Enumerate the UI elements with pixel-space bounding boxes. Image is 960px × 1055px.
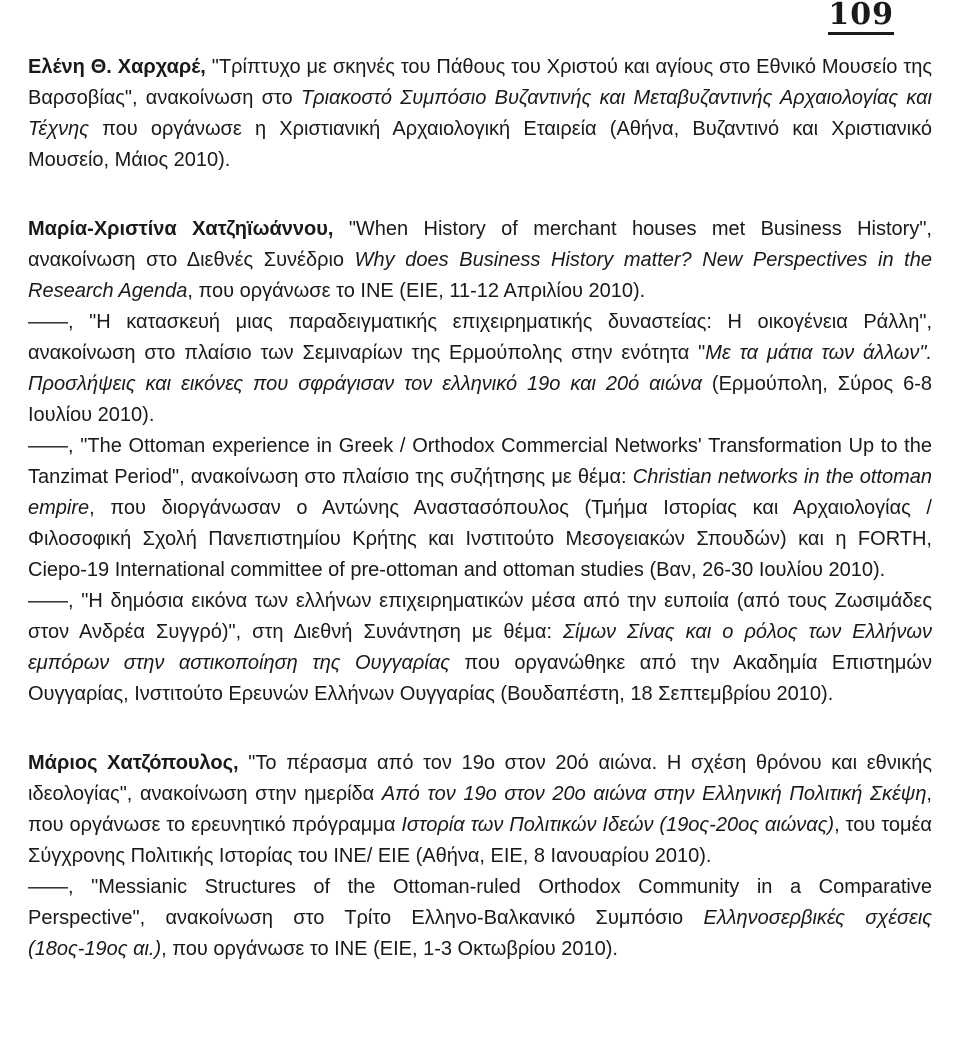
- entry-harchare: [28, 52, 932, 176]
- entry-italic: Τριακοστό Συμπόσιο Βυζαντινής και Μεταβυζαντινής Αρχαιολογίας και Τέχνης: [28, 87, 932, 140]
- entry-text: "Τρίπτυχο με σκηνές του Πάθους του Χριστού και αγίους στο Εθνικό Μουσείο της Βαρσοβίας", ανακοίνωση στο: [28, 56, 932, 109]
- entry-italic: Με τα μάτια των άλλων". Προσλήψεις και εικόνες που σφράγισαν τον ελληνικό 19ο και 20ό αιώνα: [28, 342, 933, 395]
- repeat-author-dash: ——: [28, 590, 68, 612]
- entry-hatziioannou-2: [28, 307, 932, 431]
- entry-text: , που οργάνωσε το ερευνητικό πρόγραμμα: [28, 783, 932, 836]
- entry-text: "When History of merchant houses met Business History", ανακοίνωση στο Διεθνές Συνέδριο: [28, 218, 932, 271]
- entry-text: που οργανώθηκε από την Ακαδημία Επιστημών Ουγγαρίας, Ινστιτούτο Ερευνών Ελλήνων Ουγγαρίας (Βουδαπέστη, 18 Σεπτεμβρίου 2010).: [28, 652, 932, 705]
- entry-text: , που οργάνωσε το ΙΝΕ (ΕΙΕ, 1-3 Οκτωβρίου 2010).: [161, 938, 618, 960]
- entry-text: (Ερμούπολη, Σύρος 6-8 Ιουλίου 2010).: [28, 373, 932, 426]
- repeat-author-dash: ——: [28, 435, 68, 457]
- bibliography-list: [28, 52, 932, 965]
- entry-hatziioannou-4: [28, 586, 932, 710]
- entry-text: "Το πέρασμα από τον 19ο στον 20ό αιώνα. Η σχέση θρόνου και εθνικής ιδεολογίας", ανακοίνωση στην ημερίδα: [28, 752, 932, 805]
- author-name: Μάριος Χατζόπουλος,: [28, 752, 239, 774]
- entry-hatziioannou-1: [28, 214, 932, 307]
- entry-hatzopoulos-2: [28, 872, 932, 965]
- spacer: [28, 176, 932, 214]
- entry-italic: Ιστορία των Πολιτικών Ιδεών (19ος-20ος αιώνας): [401, 814, 835, 836]
- entry-italic: Why does Business History matter? New Perspectives in the Research Agenda: [28, 249, 932, 302]
- author-name: Ελένη Θ. Χαρχαρέ,: [28, 56, 206, 78]
- author-name: Μαρία-Χριστίνα Χατζηϊωάννου,: [28, 218, 334, 240]
- entry-text: , "Η δημόσια εικόνα των ελλήνων επιχειρηματικών μέσα από την ευποιία (από τους Ζωσιμάδες στον Ανδρέα Συγγρό)", στη Διεθνή Συνάντηση με θέμα:: [28, 590, 932, 643]
- entry-italic: Από τον 19ο στον 20ο αιώνα στην Ελληνική Πολιτική Σκέψη: [381, 783, 927, 805]
- repeat-author-dash: ——: [28, 876, 68, 898]
- entry-italic: Σίμων Σίνας και ο ρόλος των Ελλήνων εμπόρων στην αστικοποίηση της Ουγγαρίας: [28, 621, 932, 674]
- entry-text: , "Messianic Structures of the Ottoman-ruled Orthodox Community in a Comparative Perspective", ανακοίνωση στο Τρίτο Ελληνο-Βαλκανικό Συμπόσιο: [28, 876, 932, 929]
- entry-hatzopoulos-1: [28, 748, 932, 872]
- repeat-author-dash: ——: [28, 311, 68, 333]
- entry-text: , "Η κατασκευή μιας παραδειγματικής επιχειρηματικής δυναστείας: Η οικογένεια Ράλλη", ανακοίνωση στο πλαίσιο των Σεμιναρίων της Ερμούπολης στην ενότητα ": [28, 311, 932, 364]
- entry-text: που οργάνωσε η Χριστιανική Αρχαιολογική Εταιρεία (Αθήνα, Βυζαντινό και Χριστιανικό Μουσείο, Μάιος 2010).: [28, 118, 932, 171]
- entry-italic: Christian networks in the ottoman empire: [28, 466, 932, 519]
- entry-hatziioannou-3: [28, 431, 932, 586]
- entry-italic: Ελληνοσερβικές σχέσεις (18ος-19ος αι.): [28, 907, 933, 960]
- page-number: 109: [828, 0, 894, 35]
- entry-text: , που διοργάνωσαν ο Αντώνης Αναστασόπουλος (Τμήμα Ιστορίας και Αρχαιολογίας / Φιλοσοφική Σχολή Πανεπιστημίου Κρήτης και Ινστιτούτο Μεσογειακών Σπουδών) και η FORTH, Ciepo-19 International committee of pre-ottoman and ottoman studies (Βαν, 26-30 Ιουλίου 2010).: [28, 497, 932, 581]
- entry-text: , που οργάνωσε το ΙΝΕ (ΕΙΕ, 11-12 Απριλίου 2010).: [187, 280, 646, 302]
- spacer: [28, 710, 932, 748]
- entry-text: , "The Ottoman experience in Greek / Orthodox Commercial Networks' Transformation Up to the Tanzimat Period", ανακοίνωση στο πλαίσιο της συζήτησης με θέμα:: [28, 435, 932, 488]
- entry-text: , του τομέα Σύγχρονης Πολιτικής Ιστορίας του ΙΝΕ/ ΕΙΕ (Αθήνα, ΕΙΕ, 8 Ιανουαρίου 2010).: [28, 814, 932, 867]
